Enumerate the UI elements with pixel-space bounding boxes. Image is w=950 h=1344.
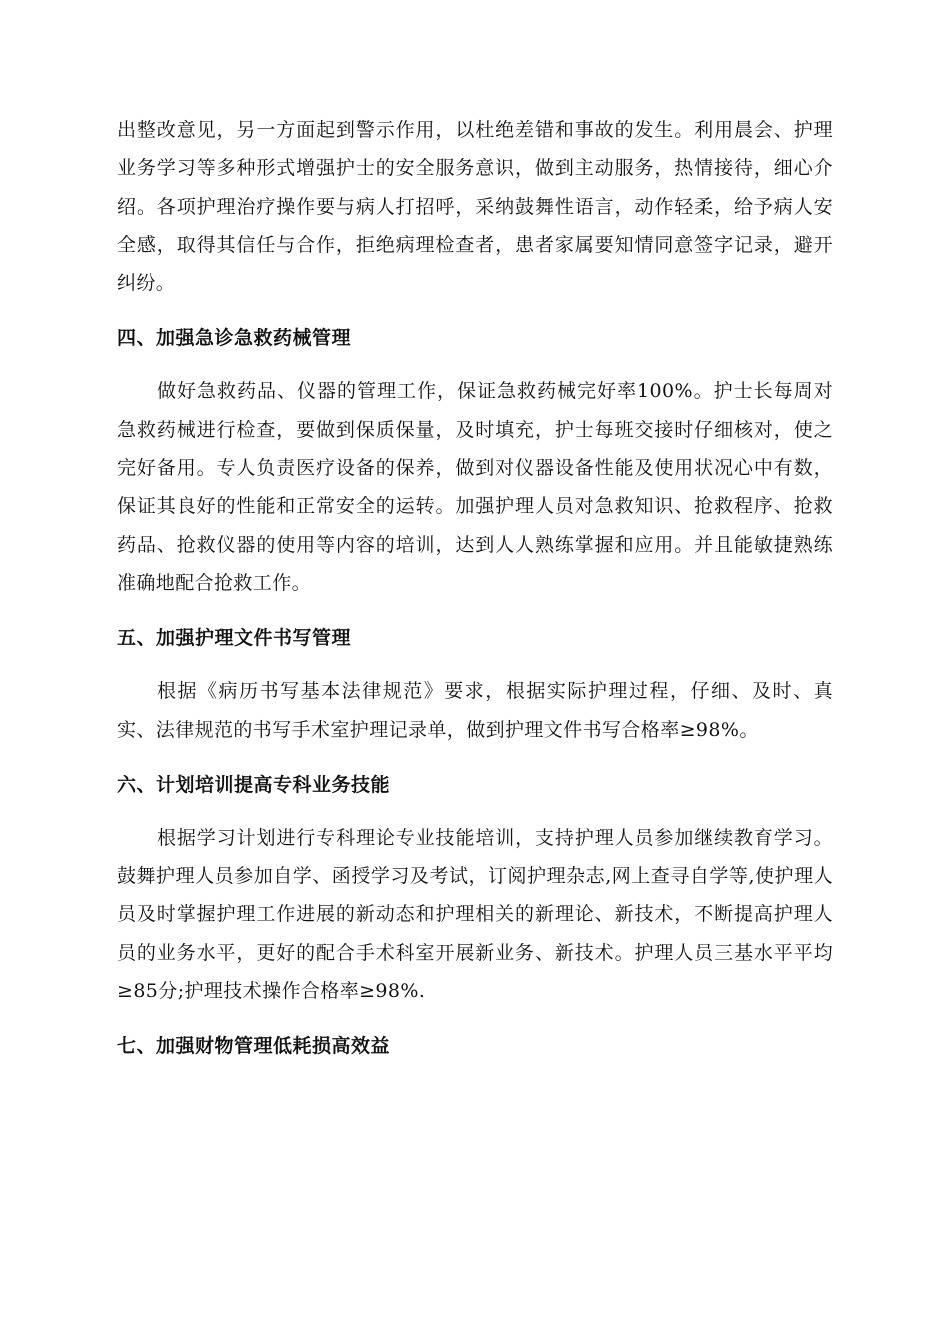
section-heading-6: 六、计划培训提高专科业务技能 — [117, 773, 391, 796]
section-heading-7: 七、加强财物管理低耗损高效益 — [117, 1035, 391, 1058]
section-heading-4: 四、加强急诊急救药械管理 — [117, 327, 352, 350]
section-heading-5: 五、加强护理文件书写管理 — [117, 627, 352, 650]
section-body-5: 根据《病历书写基本法律规范》要求，根据实际护理过程，仔细、及时、真实、法律规范的书写手术室护理记录单，做到护理文件书写合格率≥98%。 — [117, 680, 833, 741]
continuation-paragraph: 出整改意见，另一方面起到警示作用，以杜绝差错和事故的发生。利用晨会、护理业务学习等多种形式增强护士的安全服务意识，做到主动服务，热情接待，细心介绍。各项护理治疗操作要与病人打招呼，采纳鼓舞性语言，动作轻柔，给予病人安全感，取得其信任与合作，拒绝病理检查者，患者家属要知情同意签字记录，避开纠纷。 — [117, 119, 833, 295]
section-body-4: 做好急救药品、仪器的管理工作，保证急救药械完好率100%。护士长每周对急救药械进行检查，要做到保质保量，及时填充，护士每班交接时仔细核对，使之完好备用。专人负责医疗设备的保养，做到对仪器设备性能及使用状况心中有数，保证其良好的性能和正常安全的运转。加强护理人员对急救知识、抢救程序、抢救药品、抢救仪器的使用等内容的培训，达到人人熟练掌握和应用。并且能敏捷熟练准确地配合抢救工作。 — [117, 380, 833, 594]
section-body-6: 根据学习计划进行专科理论专业技能培训，支持护理人员参加继续教育学习。鼓舞护理人员参加自学、函授学习及考试，订阅护理杂志,网上查寻自学等,使护理人员及时掌握护理工作进展的新动态和护理相关的新理论、新技术，不断提高护理人员的业务水平，更好的配合手术科室开展新业务、新技术。护理人员三基水平平均≥85分;护理技术操作合格率≥98%. — [117, 826, 833, 1003]
document-page — [117, 111, 833, 1065]
